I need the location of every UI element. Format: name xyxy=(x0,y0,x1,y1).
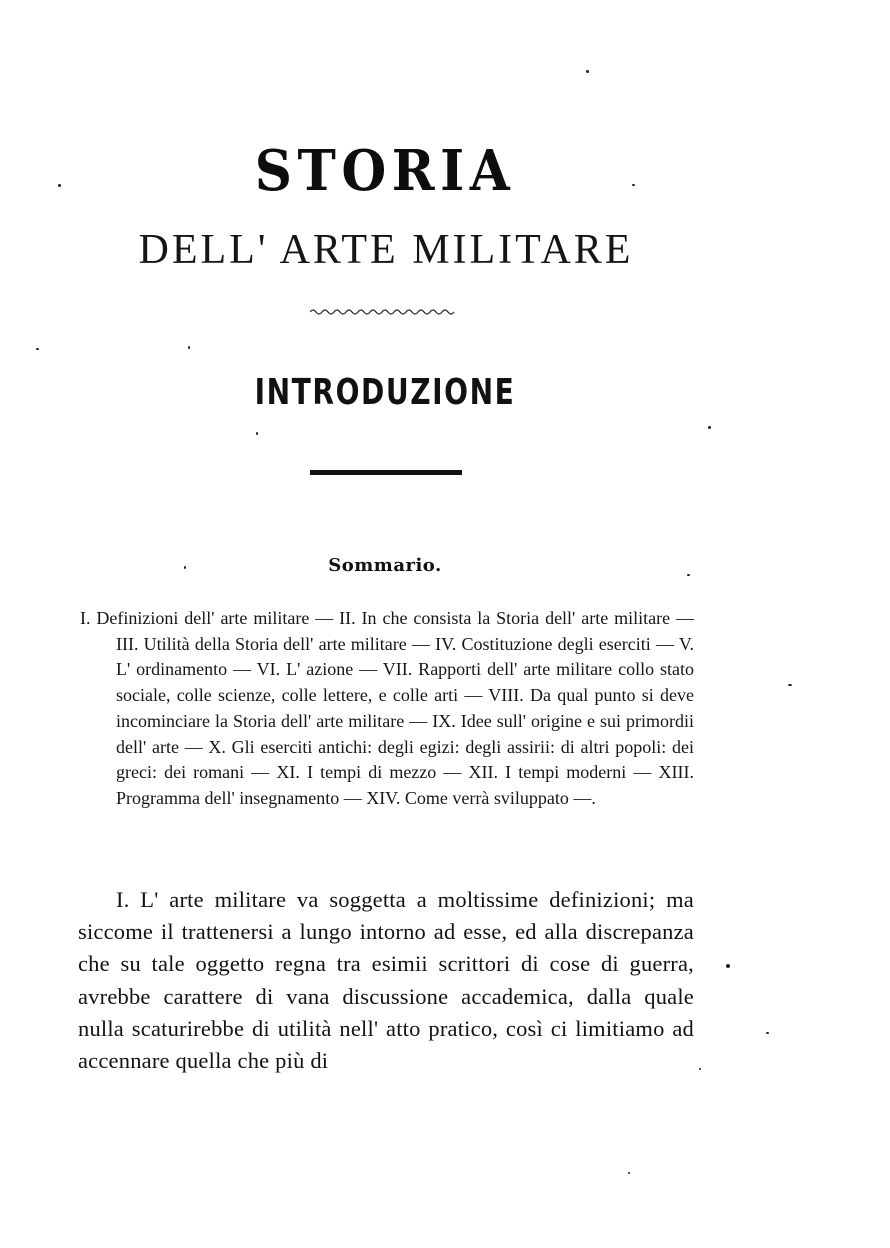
summary-text xyxy=(80,606,694,812)
print-speck xyxy=(36,348,39,350)
print-speck xyxy=(699,1068,701,1070)
print-speck xyxy=(788,684,792,686)
print-speck xyxy=(188,346,190,349)
heading-rule xyxy=(310,470,462,475)
print-speck xyxy=(632,184,635,186)
book-title: STORIA xyxy=(254,138,516,204)
print-speck xyxy=(687,574,690,576)
print-speck xyxy=(58,184,61,187)
body-paragraph: I. L' arte militare va soggetta a moltissime definizioni; ma siccome il trattenersi a lungo intorno ad esse, ed alla discrepanza che su tale oggetto regna tra esimii scrittori di cose di guerra, avrebbe carattere di vana discussione accademica, dalla quale nulla scaturirebbe di utilità nell' atto pratico, così ci limitiamo ad accennare quella che più di xyxy=(78,887,694,1074)
print-speck xyxy=(184,566,186,569)
print-speck xyxy=(256,432,258,435)
book-subtitle: DELL' ARTE MILITARE xyxy=(138,227,634,273)
print-speck xyxy=(708,426,711,429)
summary-paragraph: I. Definizioni dell' arte militare — II. In che consista la Storia dell' arte militare — III. Utilità della Storia dell' arte militare — IV. Costituzione degli eserciti — V. L' ordinamento — VI. L' azione — VII. Rapporti dell' arte militare collo stato sociale, colle scienze, colle lettere, e colle arti — VIII. Da qual punto si deve incominciare la Storia dell' arte militare — IX. Idee sull' origine e sui primordii dell' arte — X. Gli eserciti antichi: degli egizi: degli assirii: di altri popoli: dei greci: dei romani — XI. I tempi di mezzo — XII. I tempi moderni — XIII. Programma dell' insegnamento — XIV. Come verrà sviluppato —. xyxy=(80,608,694,808)
print-speck xyxy=(766,1032,769,1034)
print-speck xyxy=(586,70,589,73)
print-speck xyxy=(726,964,730,968)
section-heading: INTRODUZIONE xyxy=(254,372,516,413)
wavy-ornament-divider xyxy=(310,306,460,316)
summary-heading: Sommario. xyxy=(328,555,442,576)
print-speck xyxy=(628,1172,630,1174)
